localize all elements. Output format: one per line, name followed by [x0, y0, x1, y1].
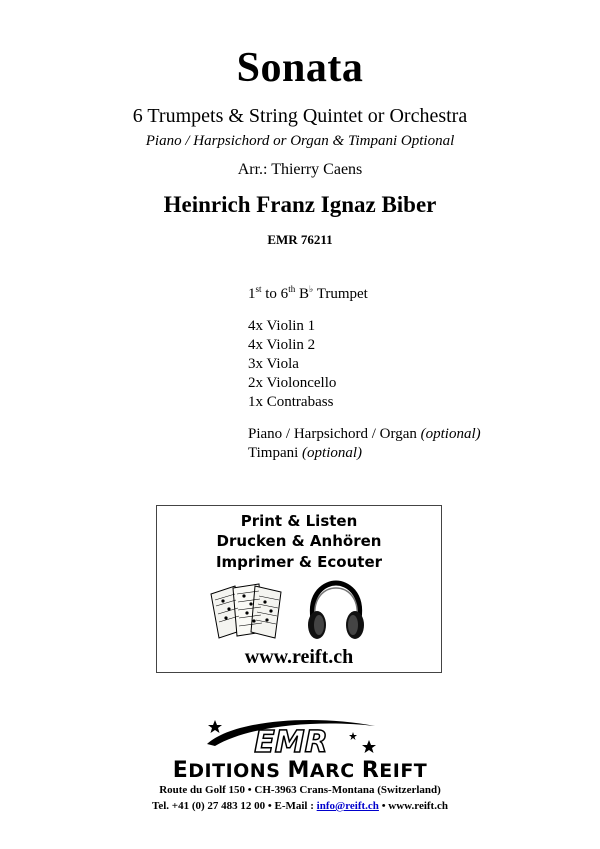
composer: Heinrich Franz Ignaz Biber: [163, 192, 437, 217]
string-part: 3x Viola: [248, 356, 299, 372]
page-title: Sonata: [236, 45, 364, 91]
publisher-contact: Tel. +41 (0) 27 483 12 00 • E-Mail : info@reift.ch • www.reift.ch: [152, 800, 448, 812]
print-listen-box[interactable]: [156, 505, 442, 673]
string-part: 1x Contrabass: [248, 394, 334, 410]
sheet-music-icon: [209, 582, 285, 640]
publisher-name: EDITIONS MARC REIFT: [172, 758, 428, 783]
string-part: 4x Violin 2: [248, 337, 316, 353]
promo-line-imprimer: Imprimer & Ecouter: [215, 553, 383, 571]
publisher-address: Route du Golf 150 • CH-3963 Crans-Montana (Switzerland): [159, 784, 441, 796]
trumpet-line: 1st to 6th B♭ Trumpet: [248, 284, 368, 302]
string-part: 4x Violin 1: [248, 318, 316, 334]
optional-instruments: Piano / Harpsichord or Organ & Timpani Optional: [145, 133, 455, 149]
instrumentation-list: [248, 285, 548, 463]
promo-line-print-listen: Print & Listen: [240, 512, 358, 530]
timpani-part: Timpani (optional): [248, 445, 363, 461]
promo-url-link[interactable]: www.reift.ch: [244, 646, 354, 668]
emr-logo-text: EMR: [254, 725, 328, 756]
subtitle: 6 Trumpets & String Quintet or Orchestra: [132, 105, 468, 127]
catalog-number: EMR 76211: [267, 232, 333, 247]
headphones-icon: [305, 579, 367, 643]
promo-line-drucken: Drucken & Anhören: [216, 532, 382, 550]
keyboard-part: Piano / Harpsichord / Organ (optional): [248, 426, 481, 442]
emr-logo: [203, 714, 379, 756]
arranger: Arr.: Thierry Caens: [237, 161, 363, 178]
email-link[interactable]: info@reift.ch: [316, 800, 379, 812]
string-part: 2x Violoncello: [248, 375, 337, 391]
